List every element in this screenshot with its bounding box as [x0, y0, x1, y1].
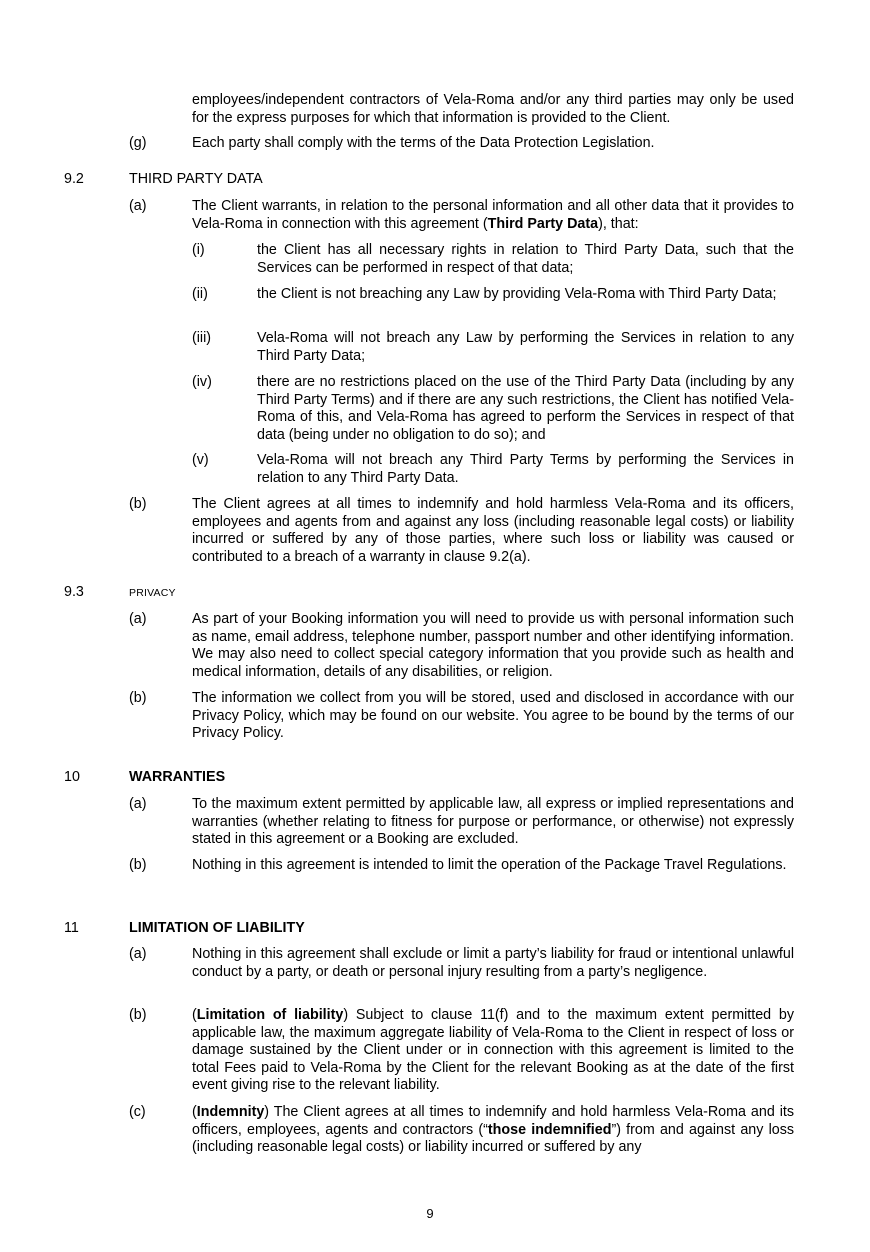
item-label-11-a: (a) — [129, 946, 147, 962]
subitem-label-ii: (ii) — [192, 286, 208, 302]
section-number-11: 11 — [64, 920, 79, 936]
clause-title-limitation-of-liability: Limitation of liability — [196, 1007, 344, 1023]
defined-term-those-indemnified: those indemnified — [487, 1121, 612, 1138]
subitem-label-iv: (iv) — [192, 374, 212, 390]
item-text-9-3-b: The information we collect from you will be stored, used and disclosed in accordance with our Privacy Policy, which may be found on our website. You agree to be bound by the terms of our Privacy Policy. — [192, 690, 794, 742]
item-text-11-a: Nothing in this agreement shall exclude or limit a party’s liability for fraud or intentional unlawful conduct by a party, or death or personal injury resulting from a party’s negligence. — [192, 946, 794, 980]
text-run: ”) from and against any loss (including reasonable legal costs) or liability incurred or suffered by any — [192, 1121, 794, 1156]
item-text-11-c — [192, 1104, 794, 1157]
section-heading-11: LIMITATION OF LIABILITY — [129, 920, 305, 936]
item-label-9-2-a: (a) — [129, 198, 147, 214]
item-text-g: Each party shall comply with the terms of the Data Protection Legislation. — [192, 135, 655, 151]
section-heading-10: WARRANTIES — [129, 769, 226, 785]
text-run: ( — [192, 1104, 197, 1120]
section-heading-9-2: THIRD PARTY DATA — [129, 171, 263, 187]
item-label-10-a: (a) — [129, 796, 147, 812]
item-label-g: (g) — [129, 135, 147, 151]
item-text-9-2-a — [192, 198, 794, 233]
continuation-paragraph: employees/independent contractors of Vela-Roma and/or any third parties may only be used for the express purposes for which that information is provided to the Client. — [192, 92, 794, 126]
subitem-text-ii: the Client is not breaching any Law by providing Vela-Roma with Third Party Data; — [257, 286, 777, 302]
item-text-11-b — [192, 1007, 794, 1095]
subitem-text-iv: there are no restrictions placed on the use of the Third Party Data (including by any Third Party Terms) and if there are any such restrictions, the Client has notified Vela-Roma of this, and Vela-Roma has agreed to perform the Services in respect of that data (being under no obligation to do so); and — [257, 374, 794, 443]
item-text-9-3-a: As part of your Booking information you will need to provide us with personal information such as name, email address, telephone number, passport number and other identifying information. We may also need to collect special category information that you provide such as health and medical information, details of any disabilities, or religion. — [192, 611, 794, 680]
subitem-text-v: Vela-Roma will not breach any Third Party Terms by performing the Services in relation to any Third Party Data. — [257, 452, 794, 486]
subitem-label-i: (i) — [192, 242, 205, 258]
item-text-10-b: Nothing in this agreement is intended to limit the operation of the Package Travel Regulations. — [192, 857, 787, 873]
clause-title-indemnity: Indemnity — [196, 1104, 265, 1120]
subitem-text-i: the Client has all necessary rights in relation to Third Party Data, such that the Services can be performed in respect of that data; — [257, 242, 794, 276]
subitem-text-iii: Vela-Roma will not breach any Law by performing the Services in relation to any Third Party Data; — [257, 330, 794, 364]
defined-term-third-party-data: Third Party Data — [487, 215, 599, 232]
text-run: ( — [192, 1007, 197, 1023]
item-label-9-3-b: (b) — [129, 690, 147, 706]
text-run: ) The Client agrees at all times to indemnify and hold harmless Vela-Roma and its officers, employees, agents and contractors (“ — [192, 1104, 794, 1138]
item-text-10-a: To the maximum extent permitted by applicable law, all express or implied representations and warranties (whether relating to fitness for purpose or performance, or otherwise) not expressly stated in this agreement or a Booking are excluded. — [192, 796, 794, 848]
section-number-9-3: 9.3 — [64, 584, 84, 600]
section-number-10: 10 — [64, 769, 80, 785]
section-number-9-2: 9.2 — [64, 171, 84, 187]
text-run: The Client warrants, in relation to the personal information and all other data that it provides to Vela-Roma in connection with this agreement ( — [192, 198, 794, 232]
item-label-11-c: (c) — [129, 1104, 146, 1120]
section-heading-9-3: PRIVACY — [129, 587, 176, 599]
subitem-label-iii: (iii) — [192, 330, 212, 346]
item-label-9-3-a: (a) — [129, 611, 147, 627]
subitem-label-v: (v) — [192, 452, 209, 468]
item-text-9-2-b: The Client agrees at all times to indemnify and hold harmless Vela-Roma and its officers, employees and agents from and against any loss (including reasonable legal costs) or liability incurred or suffered by any of those parties, where such loss or liability was caused or contributed to a breach of a warranty in clause 9.2(a). — [192, 496, 794, 565]
item-label-11-b: (b) — [129, 1007, 147, 1023]
item-label-10-b: (b) — [129, 857, 147, 873]
text-run: ), that: — [598, 215, 639, 232]
page-number: 9 — [426, 1206, 434, 1221]
item-label-9-2-b: (b) — [129, 496, 147, 512]
text-run: ) Subject to clause 11(f) and to the maximum extent permitted by applicable law, the maximum aggregate liability of Vela-Roma to the Client in respect of loss or damage sustained by the Client under or in connection with this agreement is limited to the total Fees paid to Vela-Roma by the Client for the relevant Booking as at the date of the first event giving rise to the relevant liability. — [192, 1007, 794, 1094]
